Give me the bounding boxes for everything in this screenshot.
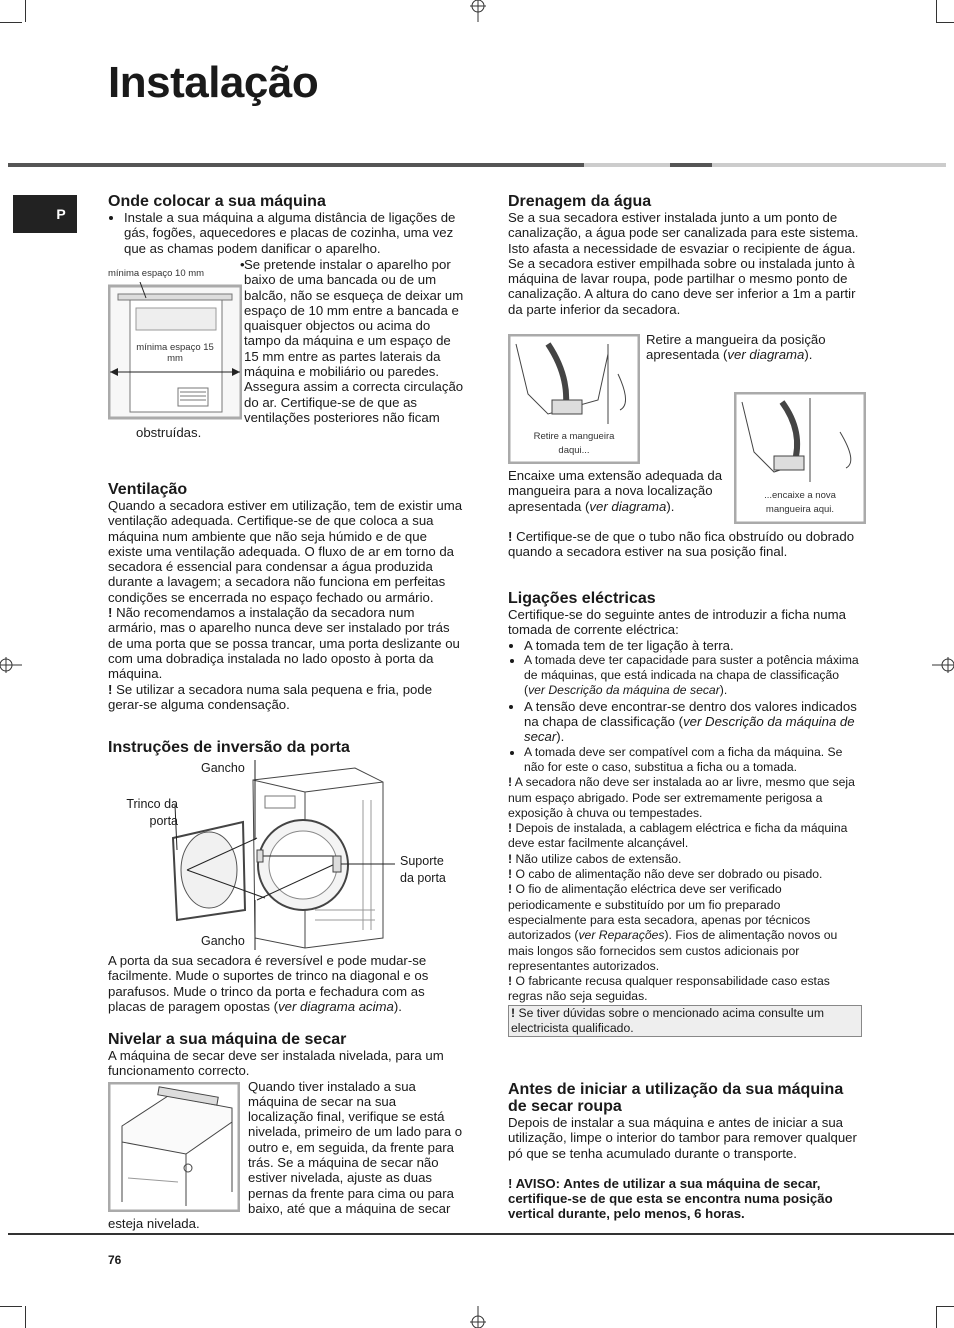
text-span: A tensão deve encontrar-se dentro dos valores indicados na chapa de classificação ( [524, 698, 857, 730]
list-item [108, 257, 464, 441]
list-item [524, 699, 862, 745]
exclamation-icon: ! [508, 974, 513, 989]
text-span: A tomada deve ter capacidade para suster a potência máxima de máquinas, que está indicada na chapa de classificação ( [524, 652, 859, 698]
warning-text: Não recomendamos a instalação da secadora num armário, mas o aparelho nunca deve ser instalado por trás de uma porta que se possa trancar, uma porta deslizante ou com uma dobradiça instalada no lado oposto à porta da máquina. [108, 605, 460, 682]
highlighted-note [508, 1005, 862, 1038]
text-span: ). [804, 347, 813, 363]
exclamation-icon: ! [511, 1005, 516, 1020]
paragraph: A máquina de secar deve ser instalada nivelada, para um funcionamento correcto. [108, 1048, 444, 1079]
crop-mark [936, 1306, 937, 1328]
warning-paragraph [508, 821, 862, 852]
crop-mark [0, 22, 22, 23]
page-number: 76 [108, 1253, 122, 1267]
paragraph: Depois de instalar a sua máquina e antes de iniciar a sua utilização, limpe o interior do tambor para remover qualquer pó que se tenha acumulado durante o transporte. [508, 1115, 857, 1161]
warning-paragraph [508, 867, 862, 882]
electric-section [508, 590, 862, 1037]
figure-caption: ...encaixe a nova mangueira aqui. [754, 489, 846, 517]
warning-paragraph [508, 852, 862, 867]
registration-mark-icon [932, 654, 954, 676]
warning-text: Não utilize cabos de extensão. [515, 851, 682, 866]
section-heading: Drenagem da água [508, 193, 652, 210]
paragraph: Quando tiver instalado a sua máquina de secar na sua localização final, verifique se está nivelada, primeiro de um lado para o outro e, em seguida, da frente para trás. Se a máquina de secar não estiver nivelada, ajuste as duas pernas da frente para cima ou para baixo, até que a máquina de secar esteja nivelada. [108, 1078, 463, 1232]
text-span: ). [666, 498, 675, 514]
crop-mark [936, 22, 954, 23]
paragraph: Certifique-se do seguinte antes de introduzir a ficha numa tomada de corrente eléctrica: [508, 607, 846, 638]
warning-text: AVISO: Antes de utilizar a sua máquina de secar, certifique-se de que esta se encontra numa posição vertical durante, pelo menos, 6 horas. [508, 1175, 833, 1222]
text-span: ). [393, 998, 402, 1014]
list-item: • A tomada tem de ter ligação à terra. [524, 638, 862, 653]
bullet-list [108, 210, 464, 256]
figure-label: mínima espaço 15 mm [134, 342, 216, 364]
language-tab-label: P [56, 206, 66, 222]
warning-paragraph [508, 775, 862, 821]
registration-mark-icon [467, 1306, 489, 1328]
warning-text: O fabricante recusa qualquer responsabilidade caso estas regras não seja seguidas. [508, 974, 830, 1004]
warning-text: Se utilizar a secadora numa sala pequena e fria, pode gerar-se alguma condensação. [108, 681, 433, 712]
bullet-glyph: • [240, 257, 245, 272]
exclamation-icon: ! [508, 821, 513, 836]
text-span: Encaixe uma extensão adequada da mangueira para a nova localização apresentada ( [508, 468, 723, 514]
drain-text3 [508, 468, 730, 514]
text-span: ). [556, 729, 565, 745]
section-heading: Nivelar a sua máquina de secar [108, 1031, 347, 1048]
warning-text: Certifique-se de que o tubo não fica obstruído ou dobrado quando a secadora estiver na sua posição final. [508, 529, 855, 560]
crop-mark [25, 1306, 26, 1328]
paragraph: Quando a secadora estiver em utilização, tem de existir uma ventilação adequada. Certifique-se de que coloca a sua máquina num ambiente que não seja húmido e de que existe uma ventilação adequada. O fluxo de ar em torno da secadora é essencial para condensar a água produzida durante a lavagem; a secadora não funciona em perfeitas condições se encerrada no espaço fechado ou armário. [108, 498, 463, 605]
exclamation-icon: ! [108, 605, 113, 621]
left-column [108, 193, 464, 256]
diagram-label-latch: Trinco da porta [126, 797, 178, 828]
bullet-list [508, 638, 862, 776]
footer-rule [8, 1233, 954, 1235]
diagram-label-hook-top: Gancho [201, 761, 245, 775]
text-span: ). [719, 683, 728, 698]
crop-mark [936, 1306, 954, 1307]
warning-text: Depois de instalada, a cablagem eléctrica e ficha da máquina deve estar facilmente alcançável. [508, 821, 848, 851]
exclamation-icon: ! [108, 681, 113, 697]
list-item-text [0, 257, 464, 441]
list-item: • Instale a sua máquina a alguma distância de ligações de gás, fogões, aquecedores e placas de cozinha, uma vez que as chamas podem danificar o aparelho. [124, 210, 464, 256]
section-heading: Ventilação [108, 481, 188, 498]
section-heading: Instruções de inversão da porta [108, 739, 350, 756]
header-rule-accent [584, 163, 670, 167]
italic-reference: ver diagrama [589, 498, 667, 514]
warning-paragraph [508, 974, 862, 1005]
diagram-label-support: Suporte da porta [400, 854, 446, 885]
warning-paragraph [108, 605, 464, 681]
paragraph: Se a sua secadora estiver instalada junto a um ponto de canalização, a água pode ser canalizada para este sistema. Isto afasta a necessidade de esvaziar o recipiente de água. Se a secadora estiver empilhada sobre ou instalada junto à máquina de lavar roupa, pode partilhar o mesmo ponto de canalização. A altura do cano deve ser inferior a 1m a partir da parte inferior da secadora. [508, 210, 859, 317]
exclamation-icon: ! [508, 882, 513, 897]
ventilation-section [108, 481, 464, 712]
exclamation-icon: ! [508, 775, 513, 790]
text-span: A porta da sua secadora é reversível e pode mudar-se facilmente. Mude o suportes de trinco na diagonal e os parafusos. Mude o trinco da porta e fechadura com as placas de paragem opostas ( [108, 953, 429, 1014]
registration-mark-icon [0, 654, 22, 676]
crop-mark [0, 1306, 22, 1307]
italic-reference: ver Descrição da máquina de secar [528, 683, 720, 698]
section-heading: Ligações eléctricas [508, 590, 656, 607]
exclamation-icon: ! [508, 1175, 513, 1191]
paragraph [508, 468, 730, 514]
text-span: O fio de alimentação eléctrica deve ser verificado periodicamente e substituído por um fio preparado especialmente para esta secadora, apenas por técnicos autorizados ( [508, 882, 811, 943]
list-item [524, 653, 862, 699]
section-heading: Antes de iniciar a utilização da sua máquina de secar roupa [508, 1081, 844, 1115]
paragraph [646, 332, 860, 363]
italic-reference: ver diagrama [727, 347, 805, 363]
italic-reference: ver diagrama acima [278, 998, 394, 1014]
text-span: Retire a mangueira da posição apresentada ( [646, 332, 826, 363]
figure-label: mínima espaço 10 mm [108, 268, 205, 279]
drain-warning [508, 529, 860, 560]
exclamation-icon: ! [508, 867, 513, 882]
exclamation-icon: ! [508, 851, 513, 866]
crop-mark [936, 0, 937, 22]
warning-text: A secadora não deve ser instalada ao ar livre, mesmo que seja num espaço abrigado. Pode ser extremamente perigosa a exposição à chuva ou tempestades. [508, 775, 855, 820]
list-item-text-body: Se pretende instalar o aparelho por baixo de uma bancada ou de um balcão, não se esqueça de deixar um espaço de 10 mm entre a bancada e quaisquer objectos ou acima do tampo da máquina e um espaço de 15 mm entre as partes laterais da máquina e mobiliário ou paredes. Assegura assim a correcta circulação do ar. Certifique-se de que as ventilações posteriores não ficam obstruídas. [136, 257, 464, 441]
figure-caption: Retire a mangueira daqui... [524, 430, 624, 458]
header-rule-accent [712, 163, 946, 167]
list-item: • A tomada deve ser compatível com a ficha da máquina. Se não for este o caso, substitua a ficha ou a tomada. [524, 745, 862, 776]
section-heading: Onde colocar a sua máquina [108, 193, 326, 210]
door-reversal-diagram [165, 760, 395, 950]
leveling-diagram [108, 1082, 240, 1212]
diagram-label-hook-bottom: Gancho [201, 934, 245, 948]
page-title: Instalação [108, 58, 319, 107]
text-span: ). Fios de alimentação novos ou mais longos são fornecidos sem custos adicionais por representantes autorizados. [508, 928, 838, 973]
left-column-cont [108, 257, 464, 441]
door-section [108, 739, 464, 756]
warning-paragraph [508, 529, 860, 560]
warning-paragraph [508, 882, 862, 974]
language-tab [13, 195, 77, 233]
crop-mark [25, 0, 26, 22]
warning-paragraph [108, 682, 464, 713]
paragraph [108, 953, 464, 1014]
door-text [108, 953, 464, 1014]
exclamation-icon: ! [508, 529, 513, 544]
drain-section [508, 193, 860, 317]
warning-text: O cabo de alimentação não deve ser dobrado ou pisado. [515, 867, 823, 882]
warning-paragraph [508, 1176, 860, 1222]
italic-reference: ver Reparações [578, 928, 665, 943]
italic-reference: ver Descrição da máquina de secar [524, 714, 855, 745]
registration-mark-icon [467, 0, 489, 22]
before-use-section [508, 1081, 860, 1222]
warning-text: Se tiver dúvidas sobre o mencionado acima consulte um electricista qualificado. [511, 1005, 824, 1036]
drain-text2 [646, 332, 860, 363]
